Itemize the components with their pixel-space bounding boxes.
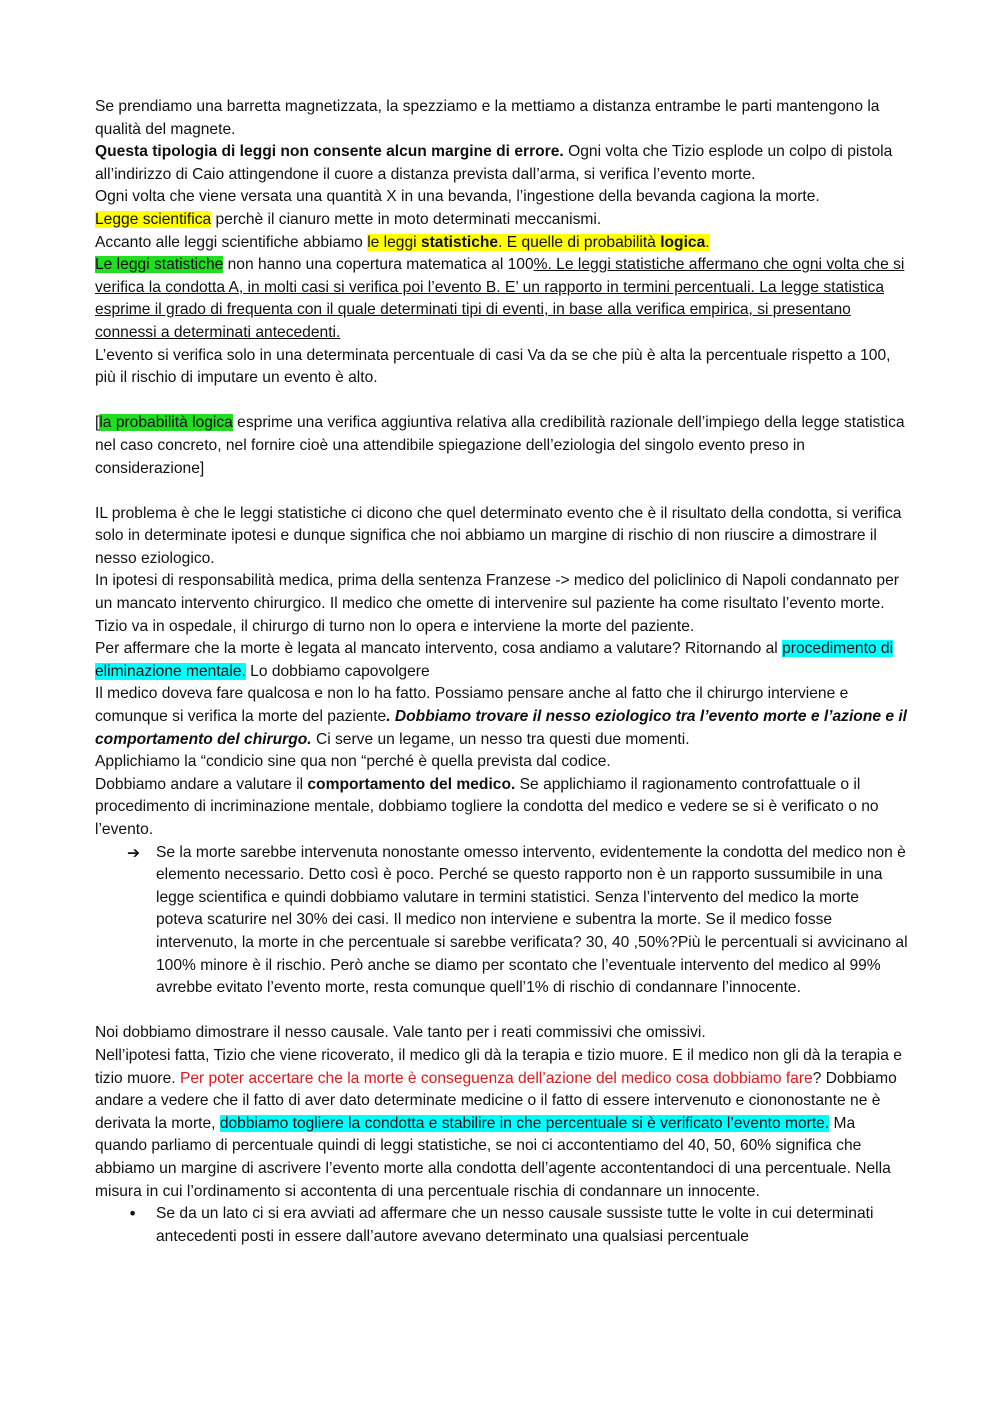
text: Accanto alle leggi scientifiche abbiamo [95,233,368,251]
list-item [95,1203,910,1248]
text: Se applichiamo il ragionamento controfattuale o il procedimento di incriminazione mentale, dobbiamo togliere la condotta del medico e vedere se si è verificato o no l’evento. [95,775,879,838]
highlight-cyan: dobbiamo togliere la condotta e stabilire in che percentuale si è verificato l’evento morte. [219,1114,830,1132]
paragraph-percentage [95,345,910,390]
document-page [95,96,910,1248]
text: . [705,233,710,251]
paragraph-problem [95,503,910,571]
paragraph-beverage [95,186,910,209]
text: [ [95,414,100,432]
text: L’evento si verifica solo in una determinata percentuale di casi Va da se che più è alta la percentuale rispetto a 100, più il rischio di imputare un evento è alto. [95,346,891,387]
text: non hanno una copertura matematica al 100 [223,256,534,274]
text: Per affermare che la morte è legata al mancato intervento, cosa andiamo a valutare? Ritornando al [95,640,783,658]
bold-text: statistiche [420,233,499,251]
text: . E quelle di probabilità [498,233,661,251]
text: In ipotesi di responsabilità medica, prima della sentenza Franzese -> medico del policlinico di Napoli condannato per un mancato intervento chirurgico. Il medico che omette di intervenire sul paziente ha come risultato l’evento morte. [95,572,899,613]
paragraph-magnet [95,96,910,141]
paragraph-statistical-laws-intro [95,232,910,255]
text: Se prendiamo una barretta magnetizzata, la spezziamo e la mettiamo a distanza entrambe le parti mantengono la qualità del magnete. [95,98,880,138]
text: ? Dobbiamo andare a vedere che il fatto di aver dato determinate medicine o il fatto di essere intervenuto e ciononostante ne è derivata la morte, [95,1069,897,1132]
paragraph-causal-nexus [95,1022,910,1045]
highlight-yellow [367,234,709,251]
text: Ogni volta che Tizio esplode un colpo di pistola all’indirizzo di Caio attingendone il cuore a distanza prevista dall’arma, si verifica l’evento morte. [95,143,893,183]
text: esprime una verifica aggiuntiva relativa alla credibilità razionale dell’impiego della legge statistica nel caso concreto, nel fornire cioè una attendibile spiegazione dell’eziologia del singolo evento preso in considerazione] [95,414,905,477]
highlight-cyan: procedimento di eliminazione mentale. [95,640,894,680]
text: Ma quando parliamo di percentuale quindi di leggi statistiche, se noi ci accontentiamo del 40, 50, 60% significa che abbiamo un margine di ascrivere l’evento morte alla condotta dell’agente accontentandoci di una percentuale. Nella misura in cui l’ordinamento si accontenta di una percentuale rischia di condannare un innocente. [95,1114,891,1200]
paragraph-scientific-law [95,209,910,232]
paragraph-hospital [95,616,910,639]
bold-text: logica [660,233,706,251]
red-text: Per poter accertare che la morte è conseguenza dell’azione del medico cosa dobbiamo fare [179,1069,813,1087]
bold-text: comportamento del medico. [307,775,516,793]
text: perchè il cianuro mette in moto determinati meccanismi. [211,210,602,228]
paragraph-scientific-laws [95,141,910,186]
underlined-text: %. Le leggi statistiche affermano che ogni volta che si verifica la condotta A, in molti casi si verifica poi l’evento B. E’ un rapporto in termini percentuali. La legge statistica esprime il grado di frequenta con il quale determinati tipi di eventi, in base alla verifica empirica, si presentano connessi a determinati antecedenti. [95,256,905,341]
list-item [95,842,910,1000]
paragraph-causal-link [95,683,910,751]
bullet-icon: • [128,1205,138,1224]
text: IL problema è che le leggi statistiche ci dicono che quel determinato evento che è il risultato della condotta, si verifica solo in determinate ipotesi e dunque significa che noi abbiamo un margine di rischio di non riuscire a dimostrare il nesso eziologico. [95,504,902,567]
paragraph-condicio [95,751,910,774]
text: Dobbiamo andare a valutare il [95,775,308,793]
text: Applichiamo la “condicio sine qua non “perché è quella prevista dal codice. [95,753,611,771]
paragraph-hypothesis [95,1045,910,1203]
arrow-icon: ➔ [127,843,141,862]
highlight-green: Le leggi statistiche [95,256,224,274]
paragraph-mental-elimination [95,638,910,683]
paragraph-doctor-behaviour [95,774,910,842]
blank-line [95,390,910,413]
bold-text: Questa tipologia di leggi non consente alcun margine di errore. [95,143,564,161]
text: Se da un lato ci si era avviati ad affermare che un nesso causale sussiste tutte le volte in cui determinati antecedenti posti in essere dall’autore avevano determinato una qualsiasi percentuale [156,1205,874,1245]
text: Il medico doveva fare qualcosa e non lo ha fatto. Possiamo pensare anche al fatto che il chirurgo interviene e comunque si verifica la morte del paziente [95,685,849,726]
text: Ogni volta che viene versata una quantità X in una bevanda, l’ingestione della bevanda cagiona la morte. [95,188,820,206]
text: Se la morte sarebbe intervenuta nonostante omesso intervento, evidentemente la condotta del medico non è elemento necessario. Detto così è poco. Perché se questo rapporto non è un rapporto sussumibile in una legge scientifica e quindi dobbiamo valutare in termini statistici. Senza l’intervento del medico la morte poteva scaturire nel 30% dei casi. Il medico non interviene e subentra la morte. Se il medico fosse intervenuto, la morte in che percentuale si sarebbe verificata? 30, 40 ,50%?Più le percentuali si avvicinano al 100% minore è il rischio. Però anche se diamo per scontato che l’eventuale intervento del medico al 99% avrebbe evitato l’evento morte, resta comunque quell’1% di rischio di condannare l’innocente. [156,843,908,997]
text: Noi dobbiamo dimostrare il nesso causale. Vale tanto per i reati commissivi che omissivi. [95,1024,706,1042]
paragraph-medical-liability [95,570,910,615]
highlight-yellow: Legge scientifica [95,210,212,228]
blank-line [95,1000,910,1023]
text: Tizio va in ospedale, il chirurgo di turno non lo opera e interviene la morte del paziente. [95,617,695,635]
text: Lo dobbiamo capovolgere [245,662,430,680]
paragraph-logical-probability [95,412,910,480]
arrow-list [95,842,910,1000]
text: Ci serve un legame, un nesso tra questi due momenti. [311,730,690,748]
bullet-list [95,1203,910,1248]
blank-line [95,480,910,503]
paragraph-statistical-laws [95,254,910,344]
bold-italic-text: . Dobbiamo trovare il nesso eziologico tra l’evento morte e l’azione e il comportamento del chirurgo. [95,708,908,748]
highlight-green: la probabilità logica [99,414,233,432]
text: le leggi [367,233,421,251]
text: Nell’ipotesi fatta, Tizio che viene ricoverato, il medico gli dà la terapia e tizio muore. E il medico non gli dà la terapia e tizio muore. [95,1046,902,1087]
